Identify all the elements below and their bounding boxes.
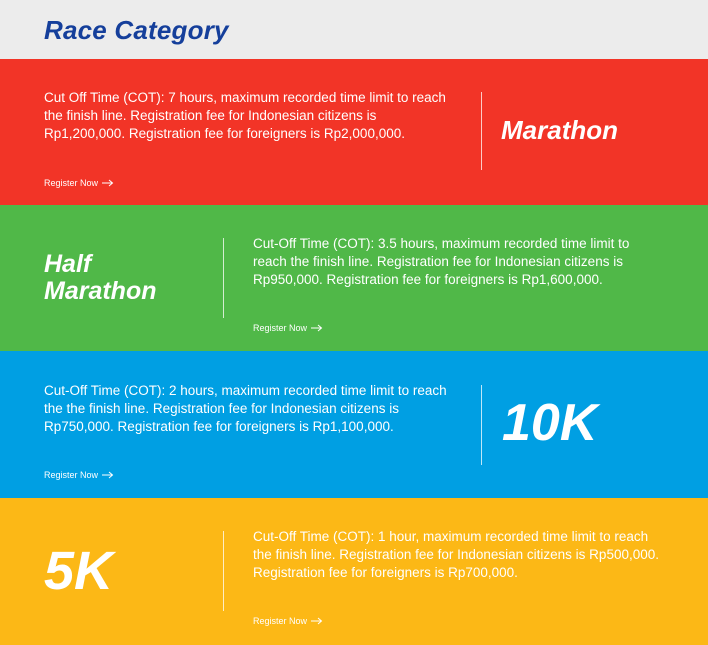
category-title: 10K: [502, 394, 598, 452]
category-description: Cut-Off Time (COT): 3.5 hours, maximum recorded time limit to reach the finish line. Registration fee for Indonesian citizens is Rp950,000. Registration fee for foreigners is Rp1,600,000.: [253, 236, 630, 287]
category-description: Cut-Off Time (COT): 1 hour, maximum recorded time limit to reach the finish line. Registration fee for Indonesian citizens is Rp500,000. Registration fee for foreigners is Rp700,000.: [253, 529, 659, 580]
register-now-label: Register Now: [44, 470, 99, 480]
register-now-link[interactable]: [44, 177, 114, 189]
section-header: [0, 0, 708, 59]
register-now-label: Register Now: [253, 323, 308, 333]
category-card-10k: [0, 351, 708, 498]
category-title: 5K: [44, 541, 114, 601]
vertical-divider: [481, 92, 482, 170]
register-now-link[interactable]: [253, 615, 323, 627]
category-card-marathon: [0, 59, 708, 205]
vertical-divider: [481, 385, 482, 465]
arrow-right-icon: [102, 179, 114, 187]
arrow-right-icon: [311, 617, 323, 625]
vertical-divider: [223, 238, 224, 318]
category-description: Cut-Off Time (COT): 2 hours, maximum recorded time limit to reach the the finish line. Registration fee for Indonesian citizens is Rp750,000. Registration fee for foreigners is Rp1,100,000.: [44, 383, 447, 434]
category-title: Marathon: [501, 115, 618, 145]
arrow-right-icon: [102, 471, 114, 479]
register-now-link[interactable]: [253, 322, 323, 334]
category-card-half-marathon: [0, 205, 708, 351]
category-description: Cut Off Time (COT): 7 hours, maximum recorded time limit to reach the finish line. Registration fee for Indonesian citizens is Rp1,200,000. Registration fee for foreigners is Rp2,000,000.: [44, 90, 446, 141]
register-now-label: Register Now: [44, 178, 99, 188]
register-now-link[interactable]: [44, 469, 114, 481]
vertical-divider: [223, 531, 224, 611]
category-title-line1: Half: [44, 250, 92, 278]
category-title-line2: Marathon: [44, 277, 157, 305]
register-now-label: Register Now: [253, 616, 308, 626]
section-title: Race Category: [44, 15, 229, 45]
arrow-right-icon: [311, 324, 323, 332]
category-card-5k: [0, 498, 708, 645]
category-title: [44, 251, 157, 305]
